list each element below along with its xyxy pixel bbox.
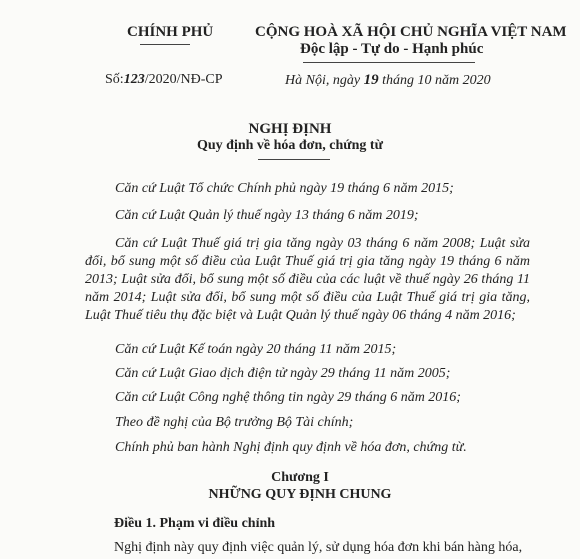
document-subject: Quy định về hóa đơn, chứng từ <box>197 138 383 153</box>
date-prefix: Hà Nội, ngày <box>285 73 364 88</box>
chapter-title: NHỮNG QUY ĐỊNH CHUNG <box>208 487 392 502</box>
doc-number-handwritten: 123 <box>123 72 145 87</box>
doc-number-suffix: /2020/NĐ-CP <box>144 72 223 87</box>
preamble-item: Chính phủ ban hành Nghị định quy định về hóa đơn, chứng từ. <box>115 440 467 455</box>
national-title: CỘNG HOÀ XÃ HỘI CHỦ NGHĨA VIỆT NAM <box>255 24 567 40</box>
date-day: 19 <box>363 72 379 88</box>
national-motto: Độc lập - Tự do - Hạnh phúc <box>300 41 484 57</box>
doc-number-prefix: Số: <box>105 72 124 87</box>
place-date <box>285 72 491 89</box>
preamble-item: Căn cứ Luật Kế toán ngày 20 tháng 11 năm 2015; <box>115 342 397 357</box>
preamble-item: Căn cứ Luật Tổ chức Chính phủ ngày 19 tháng 6 năm 2015; <box>115 181 454 196</box>
document-number <box>105 72 222 88</box>
preamble-item: Căn cứ Luật Quản lý thuế ngày 13 tháng 6 năm 2019; <box>115 208 419 223</box>
date-suffix: tháng 10 năm 2020 <box>378 73 491 88</box>
preamble-item: Căn cứ Luật Giao dịch điện tử ngày 29 tháng 11 năm 2005; <box>115 366 451 381</box>
article-heading: Điều 1. Phạm vi điều chỉnh <box>114 516 276 531</box>
issuing-body: CHÍNH PHỦ <box>127 24 214 40</box>
preamble-item: Căn cứ Luật Công nghệ thông tin ngày 29 tháng 6 năm 2016; <box>115 390 461 405</box>
chapter-label: Chương I <box>271 470 329 485</box>
article-text: Nghị định này quy định việc quản lý, sử dụng hóa đơn khi bán hàng hóa, <box>114 540 523 555</box>
issuing-body-underline <box>140 44 190 45</box>
motto-underline <box>303 62 475 63</box>
document-type: NGHỊ ĐỊNH <box>248 121 332 137</box>
preamble-item: Căn cứ Luật Thuế giá trị gia tăng ngày 03 tháng 6 năm 2008; Luật sửa đổi, bổ sung một số điều của Luật Thuế giá trị gia tăng ngày 19 tháng 6 năm 2013; Luật sửa đổi, bổ sung một số điều của các luật về thuế ngày 26 tháng 11 năm 2014; Luật sửa đổi, bổ sung một số điều của Luật Thuế giá trị gia tăng, Luật Thuế tiêu thụ đặc biệt và Luật Quản lý thuế ngày 06 tháng 4 năm 2016; <box>85 236 530 323</box>
subject-underline <box>258 159 330 160</box>
preamble-item: Theo đề nghị của Bộ trưởng Bộ Tài chính; <box>115 415 354 430</box>
